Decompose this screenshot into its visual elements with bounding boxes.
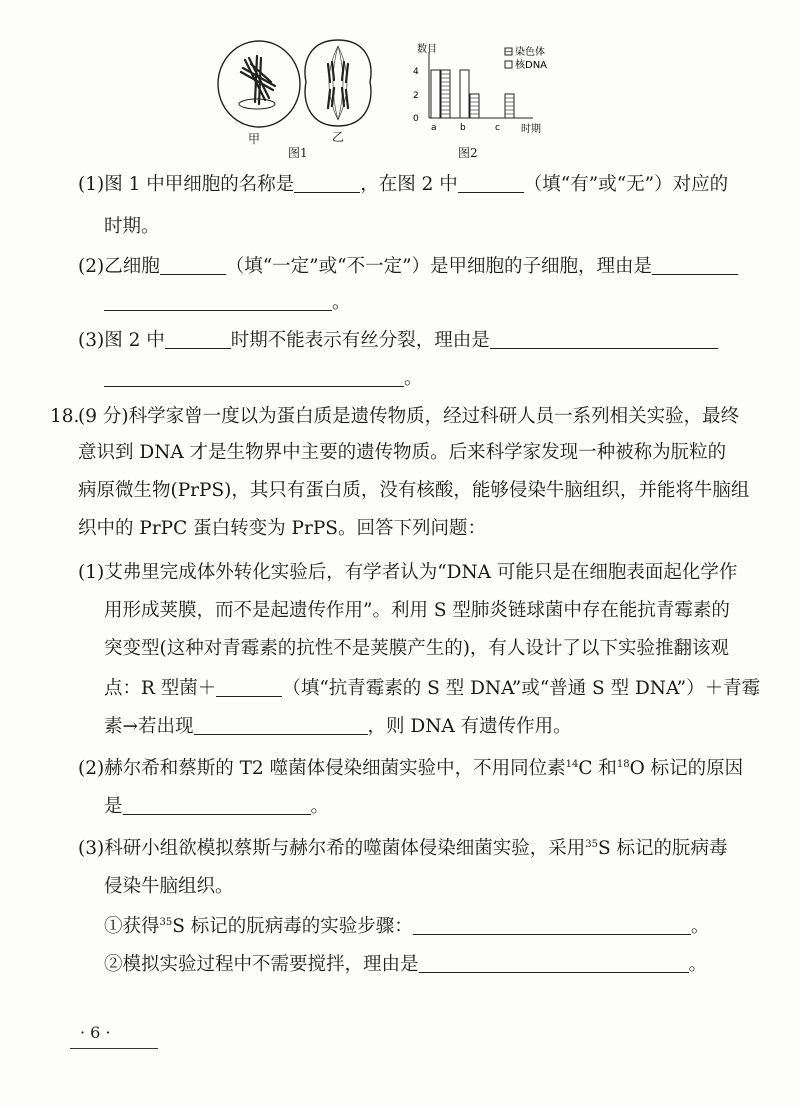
- q17-blank-5[interactable]: [104, 294, 332, 311]
- cell-jia-drawing: [215, 38, 305, 130]
- q17-blank-4[interactable]: [652, 258, 738, 275]
- q17-blank-8[interactable]: [104, 370, 404, 387]
- legend-chromosome: 染色体: [515, 47, 545, 58]
- q18-blank-1[interactable]: [216, 680, 282, 697]
- q18-blank-2[interactable]: [194, 718, 368, 735]
- q18-s2-line2: 是 。: [104, 796, 330, 817]
- q17-blank-7[interactable]: [490, 332, 718, 349]
- bar-b-chromosome: [460, 70, 469, 118]
- q17-blank-1[interactable]: [294, 176, 360, 193]
- cell-yi-drawing: [298, 36, 378, 130]
- q17-part1-line1: (1)图 1 中甲细胞的名称是 ，在图 2 中 （填“有”或“无”）对应的: [78, 174, 729, 195]
- q18-blank-3[interactable]: [123, 798, 311, 815]
- q18-intro-4: 织中的 PrPC 蛋白转变为 PrPS。回答下列问题：: [78, 518, 486, 539]
- q18-number: 18.: [50, 406, 80, 427]
- page-rule: [70, 1048, 158, 1049]
- legend-dna: 核DNA: [515, 60, 548, 71]
- y-tick-2: 2: [413, 91, 419, 101]
- q18-intro-3: 病原微生物(PrPS)，其只有蛋白质，没有核酸，能够侵染牛脑组织，并能将牛脑组: [78, 480, 750, 501]
- figure1-caption: 图1: [288, 146, 308, 160]
- y-tick-0: 0: [413, 114, 419, 124]
- cell-jia-label: 甲: [248, 132, 261, 146]
- q17-blank-6[interactable]: [165, 332, 231, 349]
- q18-s1-line1: (1)艾弗里完成体外转化实验后，有学者认为“DNA 可能只是在细胞表面起化学作: [78, 562, 738, 583]
- q18-s3-c2: ②模拟实验过程中不需要搅拌，理由是 。: [104, 954, 708, 975]
- q17-part2-line2: 。: [104, 294, 351, 313]
- q18-intro-1: (9 分)科学家曾一度以为蛋白质是遗传物质，经过科研人员一系列相关实验，最终: [78, 406, 740, 427]
- y-tick-4: 4: [413, 67, 419, 77]
- q17-part2-line1: (2)乙细胞 （填“一定”或“不一定”）是甲细胞的子细胞，理由是: [78, 258, 738, 277]
- q18-intro-2: 意识到 DNA 才是生物界中主要的遗传物质。后来科学家发现一种被称为朊粒的: [78, 442, 727, 463]
- figure2-chart: [405, 40, 565, 140]
- q18-s1-line5: 素→若出现 ，则 DNA 有遗传作用。: [104, 716, 572, 737]
- q18-s1-line3: 突变型(这种对青霉素的抗性不是荚膜产生的)，有人设计了以下实验推翻该观: [104, 638, 729, 659]
- q17-blank-2[interactable]: [458, 176, 524, 193]
- figure2-caption: 图2: [458, 146, 478, 160]
- q18-blank-4[interactable]: [413, 918, 691, 935]
- q18-s3-c1: ①获得$^{35}$S 标记的朊病毒的实验步骤： 。: [104, 916, 710, 937]
- q18-s1-line2: 用形成荚膜，而不是起遗传作用”。利用 S 型肺炎链球菌中存在能抗青霉素的: [104, 600, 730, 621]
- q17-part1-line2: 时期。: [104, 216, 160, 237]
- bar-a-chromosome: [431, 70, 440, 118]
- figure2-xlabel: 时期: [521, 124, 541, 135]
- q18-blank-5[interactable]: [419, 956, 689, 973]
- x-tick-c: c: [495, 123, 500, 133]
- q18-s2-line1: (2)赫尔希和蔡斯的 T2 噬菌体侵染细菌实验中，不用同位素$^{14}$C 和$^{18}$O 标记的原因: [78, 758, 744, 779]
- x-tick-a: a: [431, 123, 437, 133]
- x-tick-b: b: [460, 123, 466, 133]
- q17-part3-line2: 。: [104, 370, 423, 389]
- q17-part3-line1: (3)图 2 中 时期不能表示有丝分裂，理由是: [78, 332, 718, 351]
- legend-swatch-dna: [505, 61, 512, 68]
- q18-s3-line2: 侵染牛脑组织。: [104, 876, 234, 897]
- page-number: · 6 ·: [80, 1023, 111, 1042]
- figure2-ylabel: 数目: [417, 44, 437, 55]
- cell-yi-label: 乙: [332, 130, 345, 144]
- q17-blank-3[interactable]: [160, 258, 226, 275]
- q18-s1-line4: 点：R 型菌＋ （填“抗青霉素的 S 型 DNA”或“普通 S 型 DNA”）＋青霉: [104, 678, 761, 699]
- figure-area: [0, 0, 800, 165]
- q18-s3-line1: (3)科研小组欲模拟蔡斯与赫尔希的噬菌体侵染细菌实验，采用$^{35}$S 标记的朊病毒: [78, 838, 728, 859]
